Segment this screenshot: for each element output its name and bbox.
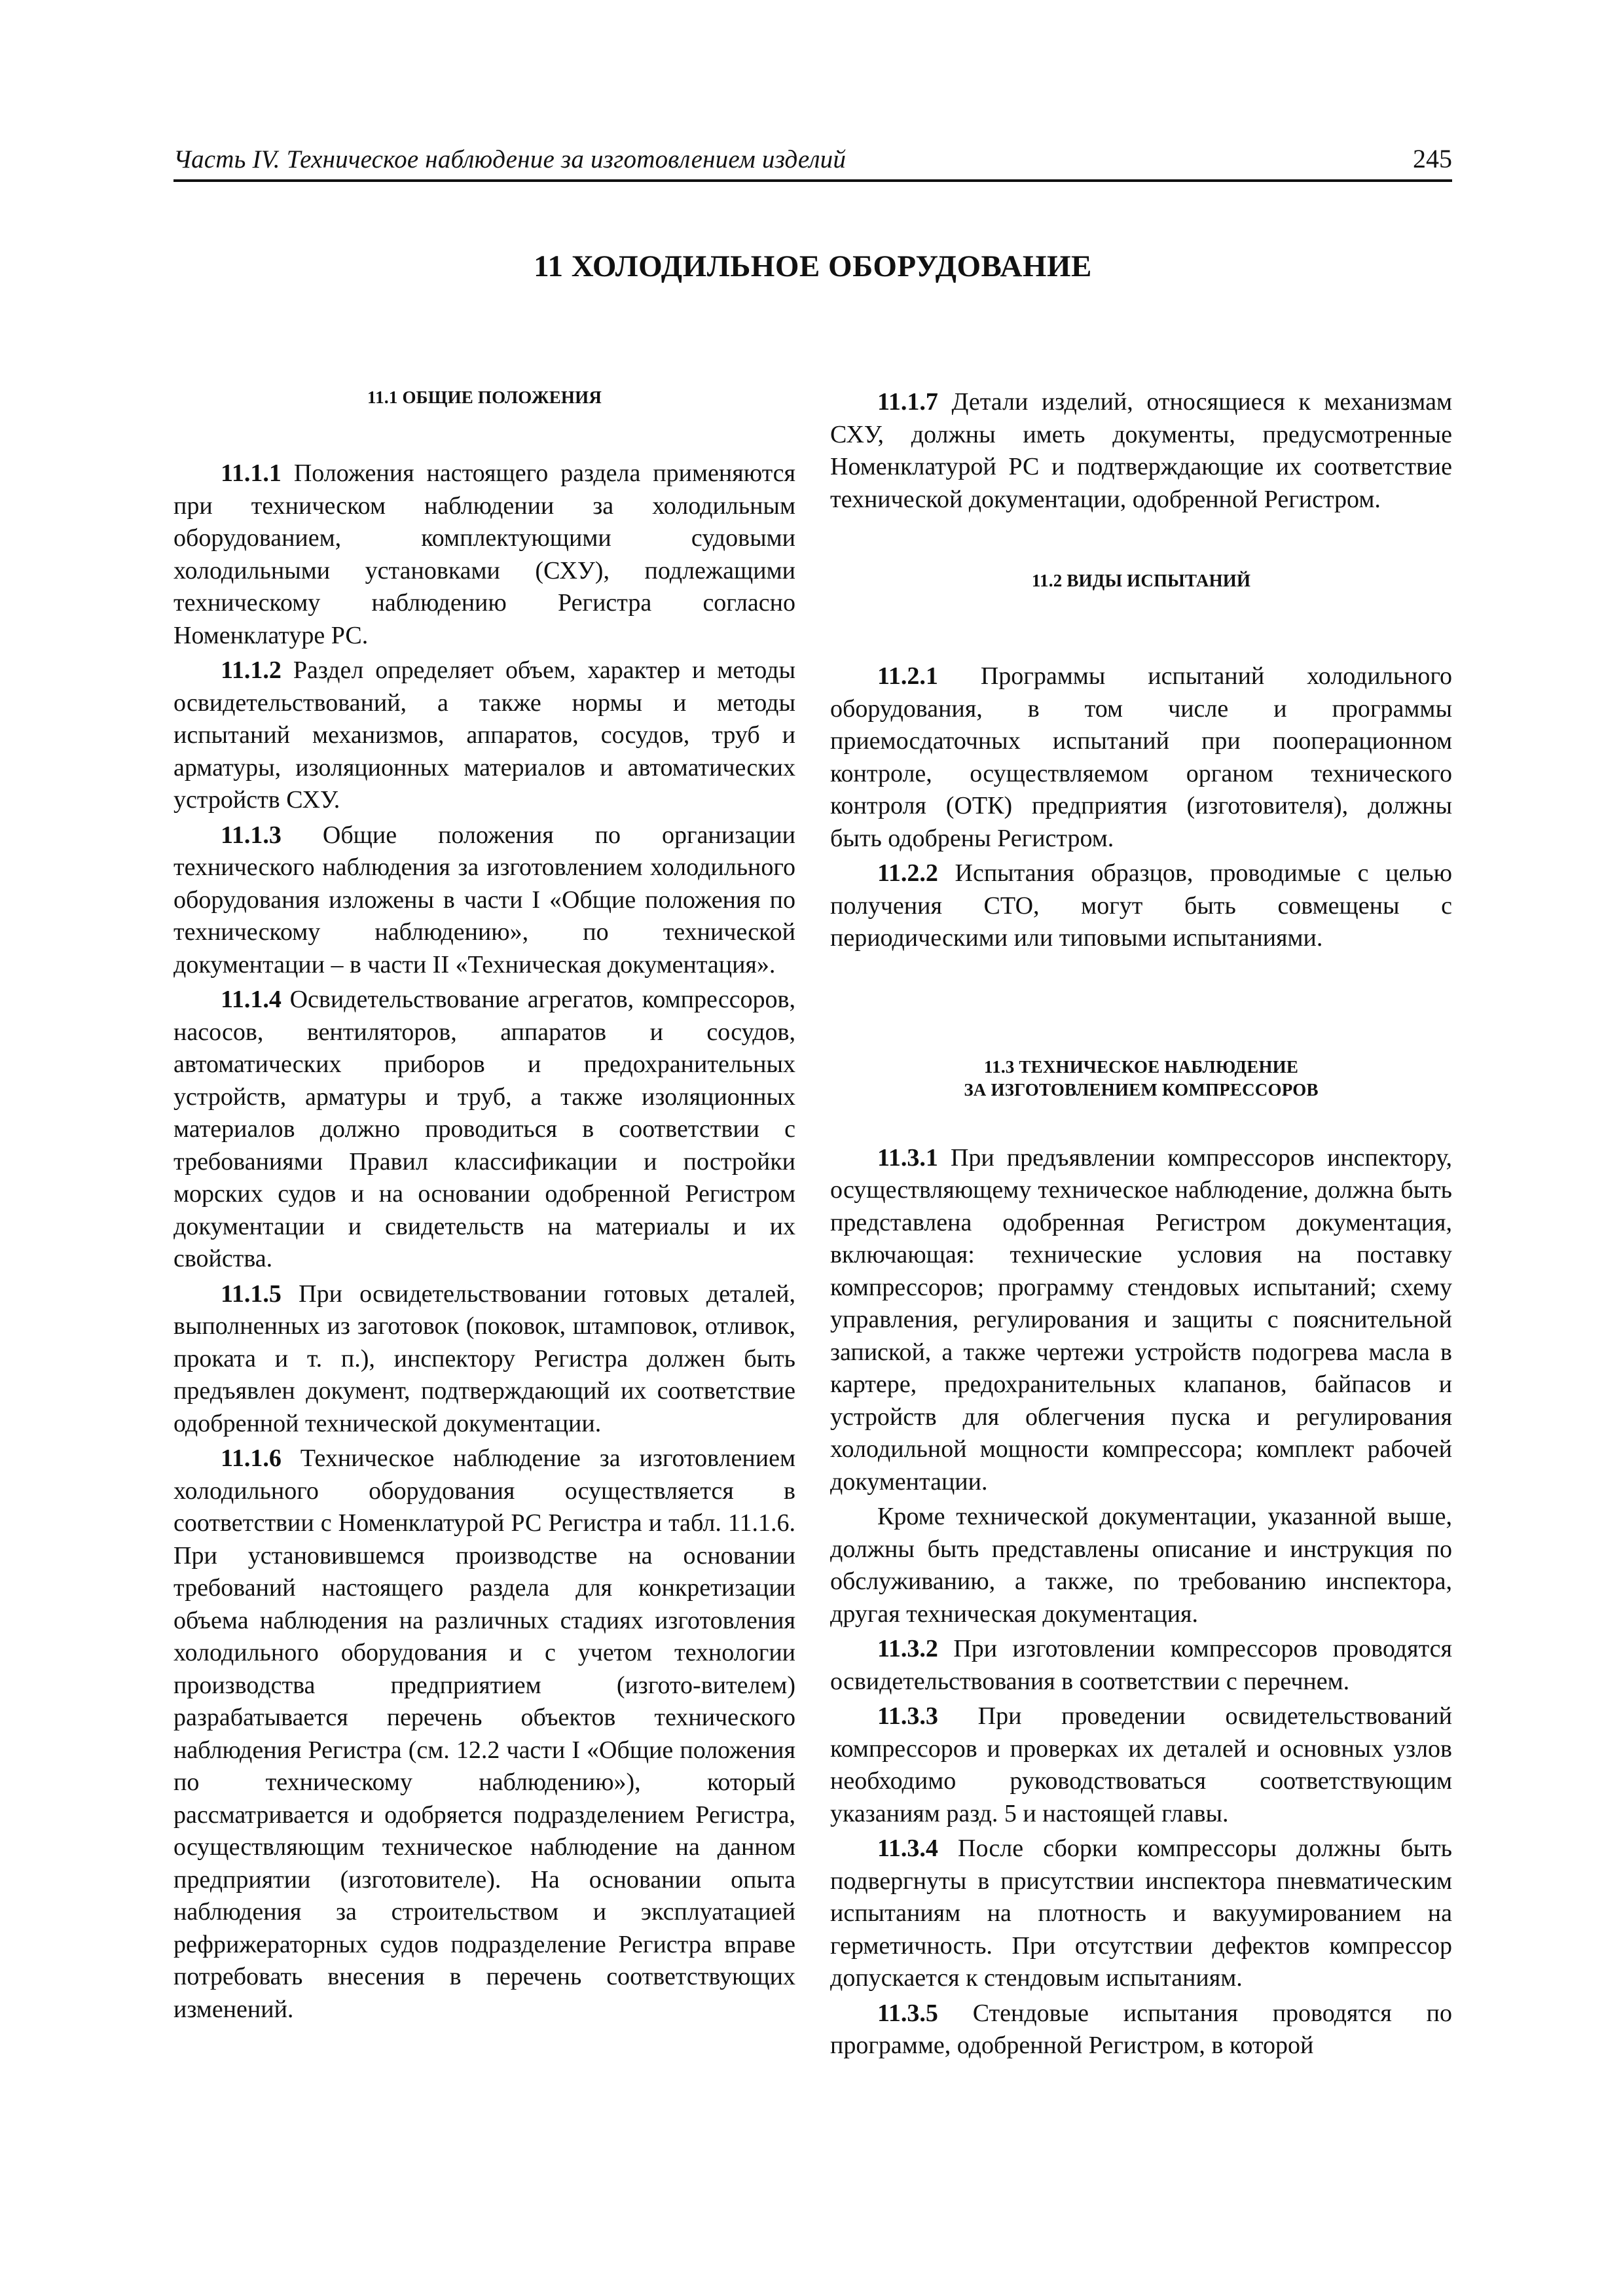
paragraph-text: Общие положения по организации технического наблюдения за изготовлением холодильного оборудования изложены в части I «Общие положения по техническому наблюдению», по технической документации – в части II «Техническая документация». (173, 821, 795, 978)
running-title: Часть IV. Техническое наблюдение за изготовлением изделий (173, 145, 847, 173)
section-heading-11-2: 11.2 ВИДЫ ИСПЫТАНИЙ (1031, 571, 1251, 590)
paragraph-11-1-3 (173, 819, 795, 982)
paragraph-number: 11.1.1 (221, 459, 282, 487)
paragraph-number: 11.3.4 (877, 1835, 938, 1862)
section-heading-11-3 (830, 1056, 1452, 1102)
paragraph-text: Детали изделий, относящиеся к механизмам СХУ, должны иметь документы, предусмотренные Номенклатурой РС и подтверждающие их соответствие технической документации, одобренной Регистром. (830, 388, 1453, 513)
paragraph-text: При изготовлении компрессоров проводятся освидетельствования в соответствии с перечнем. (830, 1635, 1452, 1695)
paragraph-11-3-2 (830, 1633, 1452, 1698)
paragraph-11-1-4 (173, 984, 795, 1276)
paragraph-11-1-6 (173, 1443, 795, 2026)
paragraph-text: Положения настоящего раздела применяются при техническом наблюдении за холодильным оборудованием, комплектующими судовыми холодильными установками (СХУ), подлежащими техническому наблюдению Регистра согласно Номенклатуре РС. (173, 459, 795, 649)
paragraph-number: 11.3.1 (877, 1143, 938, 1172)
paragraph-number: 11.1.4 (221, 986, 282, 1013)
paragraph-number: 11.3.3 (877, 1702, 938, 1730)
paragraph-number: 11.2.2 (877, 859, 938, 887)
section-heading-line-2: ЗА ИЗГОТОВЛЕНИЕМ КОМПРЕССОРОВ (964, 1079, 1319, 1100)
paragraph-11-3-5 (830, 1998, 1452, 2062)
paragraph-number: 11.1.5 (221, 1280, 282, 1308)
page-number: 245 (1413, 144, 1452, 173)
section-heading-line-1: 11.3 ТЕХНИЧЕСКОЕ НАБЛЮДЕНИЕ (983, 1056, 1299, 1077)
paragraph-11-1-5 (173, 1278, 795, 1441)
section-heading-11-1: 11.1 ОБЩИЕ ПОЛОЖЕНИЯ (367, 387, 602, 407)
paragraph-number: 11.1.6 (221, 1444, 282, 1472)
paragraph-11-1-2 (173, 655, 795, 817)
paragraph-text: При освидетельствовании готовых деталей, выполненных из заготовок (поковок, штамповок, отливок, проката и т. п.), инспектору Регистра должен быть предъявлен документ, подтверждающий их соответствие одобренной технической документации. (173, 1280, 795, 1437)
paragraph-number: 11.3.2 (877, 1635, 938, 1662)
paragraph-number: 11.3.5 (877, 1999, 938, 2027)
paragraph-11-3-1 (830, 1142, 1452, 1499)
paragraph-text: Раздел определяет объем, характер и методы освидетельствований, а также нормы и методы испытаний механизмов, аппаратов, сосудов, труб и арматуры, изоляционных материалов и автоматических устройств СХУ. (173, 656, 796, 814)
paragraph-11-1-1 (173, 457, 795, 652)
paragraph-text: Техническое наблюдение за изготовлением холодильного оборудования осуществляется в соответствии с Номенклатурой РС Регистра и табл. 11.1.6. При установившемся производстве на основании требований настоящего раздела для конкретизации объема наблюдения на различных стадиях изготовления холодильного оборудования и с учетом технологии производства предприятием (изгото-вителем) разрабатывается перечень объектов технического наблюдения Регистра (см. 12.2 части I «Общие положения по техническому наблюдению»), который рассматривается и одобряется подразделением Регистра, осуществляющим техническое наблюдение на данном предприятии (изготовителе). На основании опыта наблюдения за строительством и эксплуатацией рефрижераторных судов подразделение Регистра вправе потребовать внесения в перечень соответствующих изменений. (173, 1444, 795, 2023)
paragraph-text: Стендовые испытания проводятся по программе, одобренной Регистром, в которой (830, 1999, 1452, 2059)
left-column (173, 386, 795, 2028)
paragraph-number: 11.1.3 (221, 821, 282, 849)
paragraph-text: Испытания образцов, проводимые с целью получения СТО, могут быть совмещены с периодическими или типовыми испытаниями. (830, 859, 1452, 952)
paragraph-text: При предъявлении компрессоров инспектору, осуществляющему техническое наблюдение, должна быть представлена одобренная Регистром документация, включающая: технические условия на поставку компрессоров; программу стендовых испытаний; схему управления, регулирования и защиты с пояснительной запиской, а также чертежи устройств подогрева масла в картере, предохранительных клапанов, байпасов и устройств для облегчения пуска и регулирования холодильной мощности компрессора; комплект рабочей документации. (830, 1143, 1452, 1496)
paragraph-text: Кроме технической документации, указанной выше, должны быть представлены описание и инструкция по обслуживанию, а также, по требованию инспектора, другая техническая документация. (830, 1503, 1452, 1628)
paragraph-text: При проведении освидетельствований компрессоров и проверках их деталей и основных узлов необходимо руководствоваться соответствующим указаниям разд. 5 и настоящей главы. (830, 1702, 1452, 1827)
paragraph-text: Освидетельствование агрегатов, компрессоров, насосов, вентиляторов, аппаратов и сосудов, автоматических приборов и предохранительных устройств, арматуры и труб, а также изоляционных материалов должно проводиться в соответствии с требованиями Правил классификации и постройки морских судов и на основании одобренной Регистром документации и свидетельств на материалы и их свойства. (173, 986, 795, 1272)
paragraph-text: Программы испытаний холодильного оборудования, в том числе и программы приемосдаточных испытаний при пооперационном контроле, осуществляемом органом технического контроля (ОТК) предприятия (изготовителя), должны быть одобрены Регистром. (830, 662, 1452, 852)
paragraph-11-1-7 (830, 386, 1452, 516)
chapter-title: 11 ХОЛОДИЛЬНОЕ ОБОРУДОВАНИЕ (534, 249, 1092, 283)
right-column (830, 386, 1452, 2065)
paragraph-number: 11.2.1 (877, 662, 938, 690)
paragraph-text: После сборки компрессоры должны быть подвергнуты в присутствии инспектора пневматическим испытаниям на плотность и вакуумированием на герметичность. При отсутствии дефектов компрессор допускается к стендовым испытаниям. (830, 1835, 1452, 1992)
paragraph-11-3-4 (830, 1833, 1452, 1995)
paragraph-11-2-2 (830, 857, 1452, 955)
paragraph-11-3-1-continued (830, 1501, 1452, 1630)
paragraph-number: 11.1.7 (877, 388, 938, 416)
paragraph-11-2-1 (830, 660, 1452, 855)
running-header (173, 145, 1452, 182)
paragraph-number: 11.1.2 (221, 656, 282, 684)
paragraph-11-3-3 (830, 1700, 1452, 1830)
